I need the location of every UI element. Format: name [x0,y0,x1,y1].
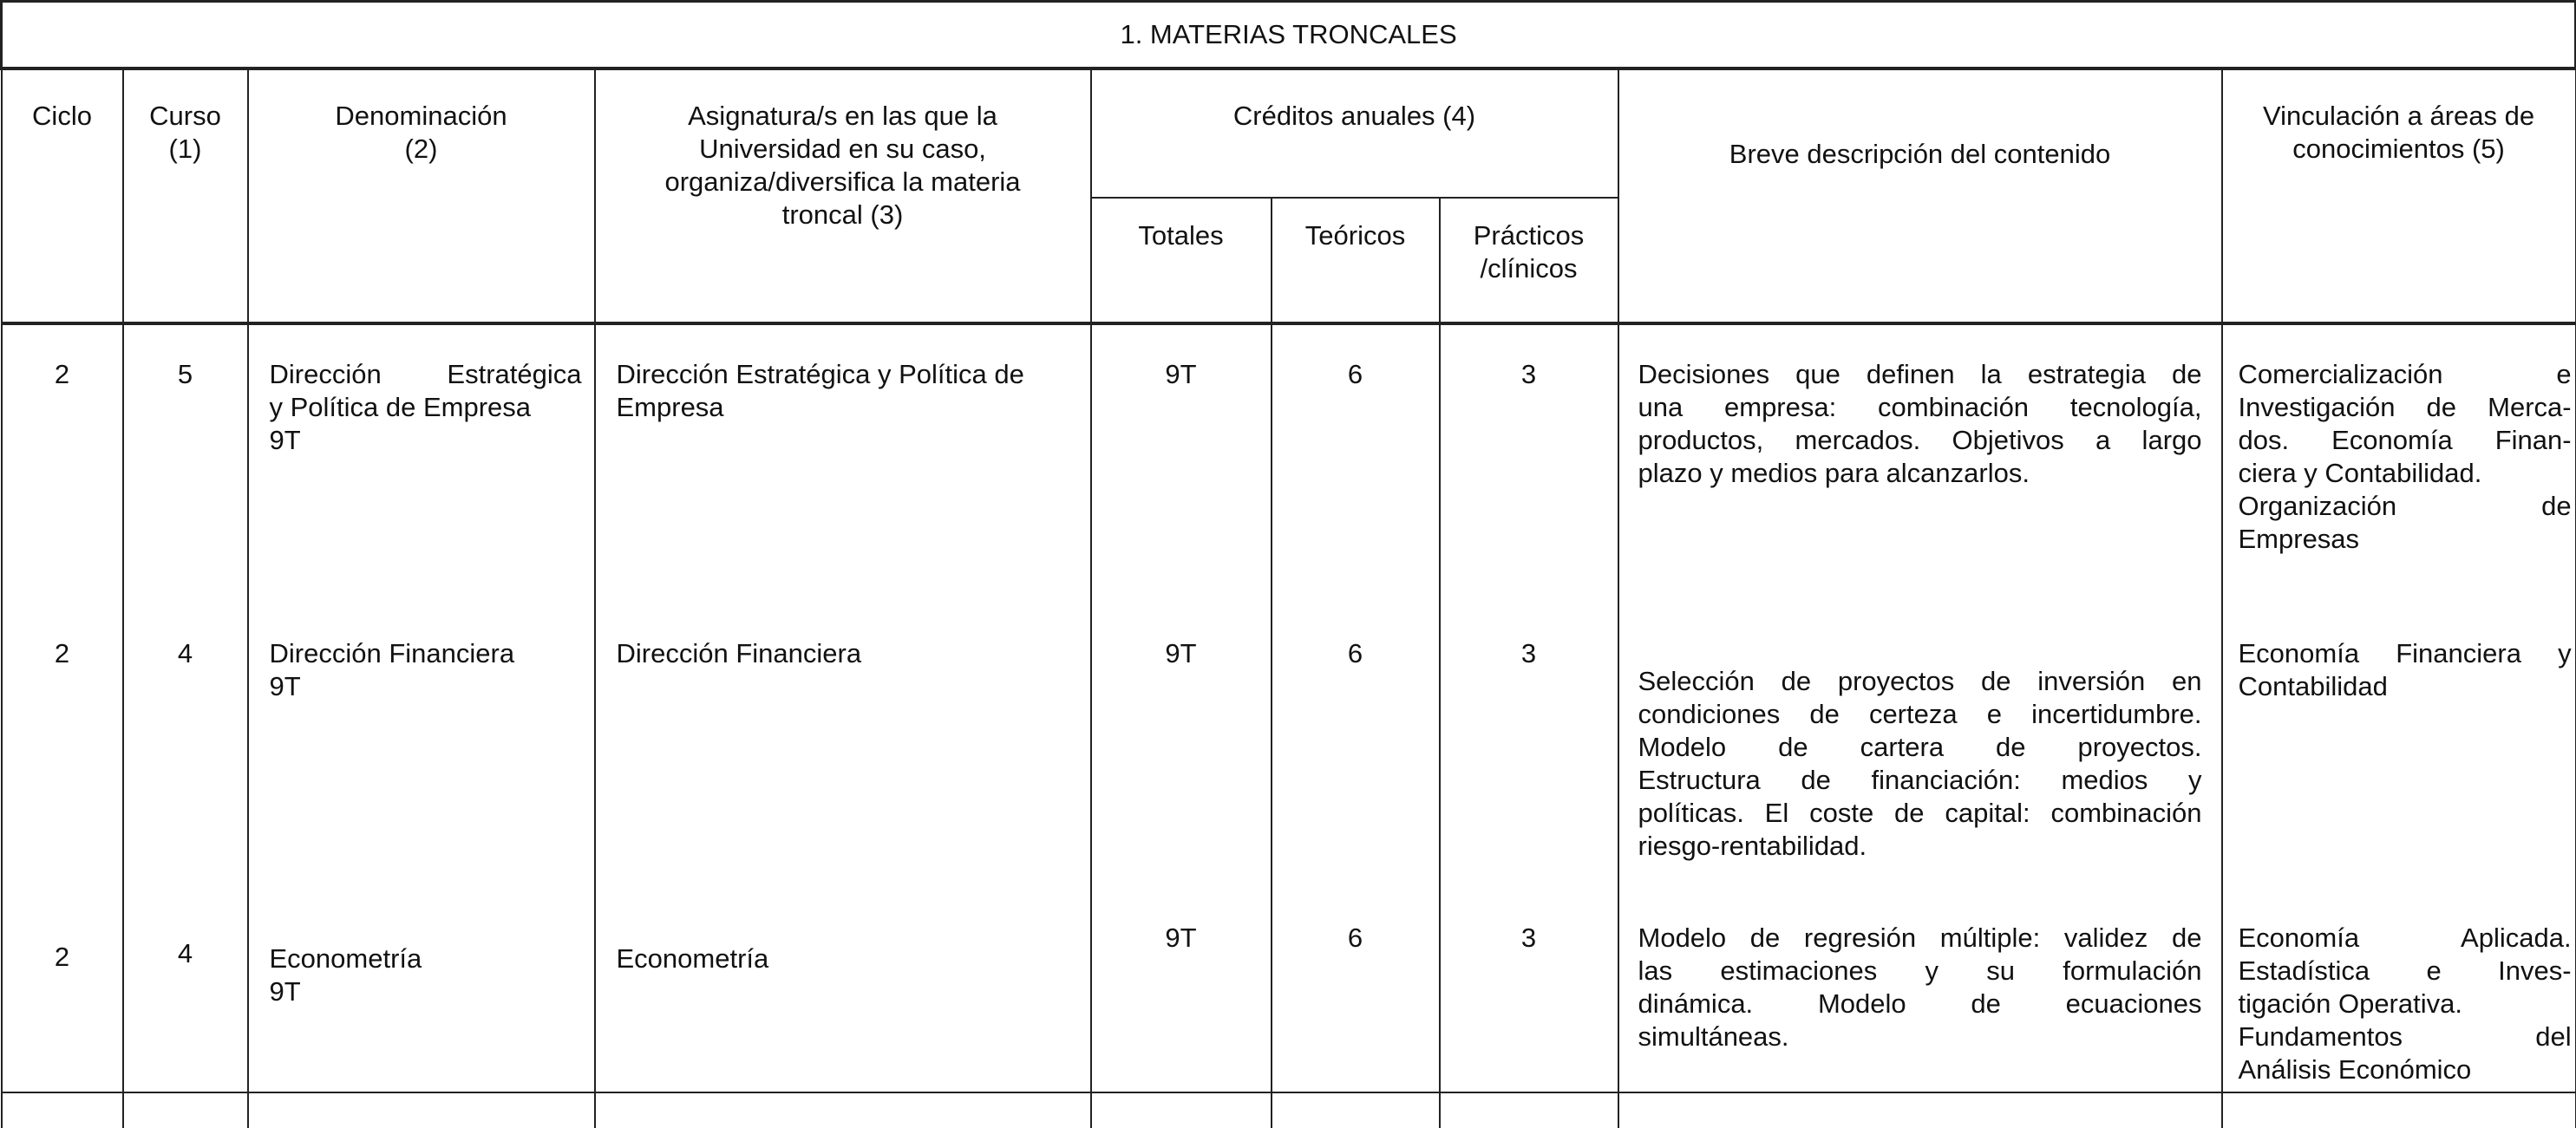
table-row [2,323,2576,610]
cell-ciclo: 2 [2,610,123,892]
cell-areas: Economía Financiera y Contabilidad [2222,610,2576,892]
header-asignatura: Asignatura/s en las que la Universidad en su caso, organiza/diversifica la materia troncal (3) [595,68,1091,323]
cell-practicos: 3 [1440,892,1618,1092]
header-descripcion: Breve descripción del contenido [1618,68,2222,323]
cell-practicos: 3 [1440,323,1618,610]
table-row [2,610,2576,892]
table-row-separator [2,1092,2576,1128]
cell-asignatura: Dirección Estratégica y Política de Empresa [595,323,1091,610]
cell-areas: Comercialización e Investigación de Merca- dos. Economía Finan- ciera y Contabilidad. Organización de Empresas [2222,323,2576,610]
header-vinculacion: Vinculación a áreas de conocimientos (5) [2222,68,2576,323]
cell-teoricos: 6 [1272,892,1440,1092]
cell-descripcion: Selección de proyectos de inversión en condiciones de certeza e incertidumbre. Modelo de cartera de proyectos. Estructura de financiación: medios y políticas. El coste de capital: combinación riesgo-rentabilidad. [1618,610,2222,892]
cell-teoricos: 6 [1272,323,1440,610]
cell-curso: 4 [123,610,248,892]
cell-denominacion: Dirección Financiera 9T [248,610,595,892]
cell-denominacion: Econometría 9T [248,892,595,1092]
cell-practicos: 3 [1440,610,1618,892]
cell-descripcion: Decisiones que definen la estrategia de una empresa: combinación tecnología, productos, mercados. Objetivos a largo plazo y medios para alcanzarlos. [1618,323,2222,610]
cell-asignatura: Econometría [595,892,1091,1092]
cell-curso: 4 [123,892,248,1092]
cell-asignatura: Dirección Financiera [595,610,1091,892]
header-denominacion: Denominación (2) [248,68,595,323]
cell-descripcion: Modelo de regresión múltiple: validez de las estimaciones y su formulación dinámica. Modelo de ecuaciones simultáneas. [1618,892,2222,1092]
cell-areas: Economía Aplicada. Estadística e Inves- tigación Operativa. Fundamentos del Análisis Económico [2222,892,2576,1092]
cell-denominacion: Dirección Estratégica y Política de Empresa 9T [248,323,595,610]
header-totales: Totales [1091,198,1272,323]
header-ciclo: Ciclo [2,68,123,323]
header-teoricos: Teóricos [1272,198,1440,323]
header-curso: Curso (1) [123,68,248,323]
cell-curso: 5 [123,323,248,610]
cell-ciclo: 2 [2,323,123,610]
cell-totales: 9T [1091,323,1272,610]
cell-teoricos: 6 [1272,610,1440,892]
table-title: 1. MATERIAS TRONCALES [2,2,2576,69]
header-practicos: Prácticos /clínicos [1440,198,1618,323]
cell-totales: 9T [1091,892,1272,1092]
table-row [2,892,2576,1092]
cell-totales: 9T [1091,610,1272,892]
cell-ciclo: 2 [2,892,123,1092]
header-creditos: Créditos anuales (4) [1091,68,1618,198]
